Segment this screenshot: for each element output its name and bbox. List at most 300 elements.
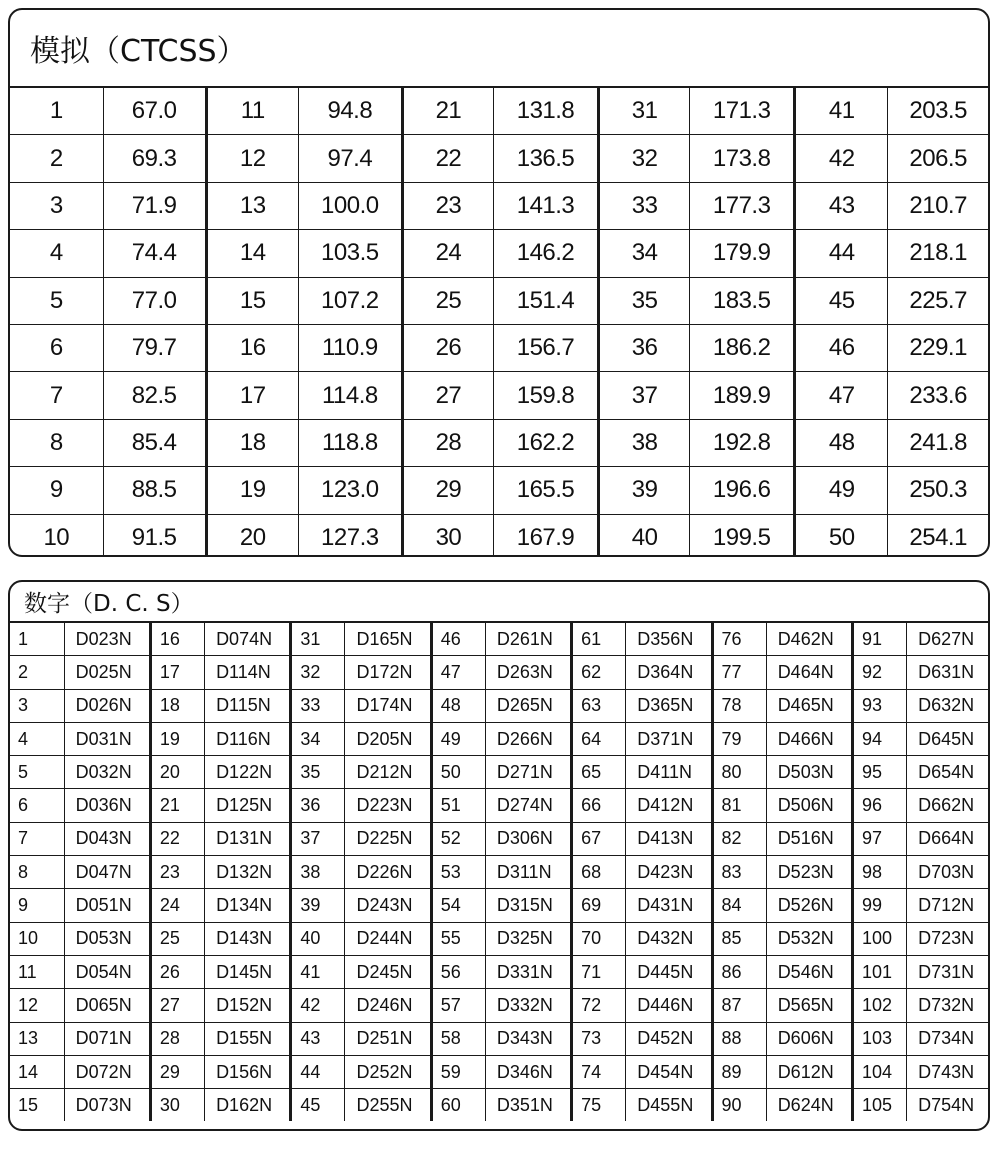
dcs-row bbox=[10, 889, 988, 922]
dcs-index-cell: 29 bbox=[150, 1055, 204, 1088]
dcs-index-cell: 13 bbox=[10, 1022, 64, 1055]
dcs-row bbox=[10, 623, 988, 656]
dcs-index-cell: 103 bbox=[852, 1022, 906, 1055]
dcs-value-cell: D261N bbox=[485, 623, 571, 656]
ctcss-index-cell: 12 bbox=[206, 135, 298, 182]
dcs-value-cell: D073N bbox=[64, 1089, 150, 1122]
dcs-panel bbox=[8, 580, 990, 1131]
dcs-index-cell: 6 bbox=[10, 789, 64, 822]
dcs-index-cell: 60 bbox=[431, 1089, 485, 1122]
dcs-row bbox=[10, 789, 988, 822]
dcs-index-cell: 76 bbox=[712, 623, 766, 656]
dcs-index-cell: 32 bbox=[291, 656, 345, 689]
dcs-value-cell: D255N bbox=[345, 1089, 431, 1122]
dcs-value-cell: D712N bbox=[907, 889, 988, 922]
dcs-index-cell: 71 bbox=[572, 955, 626, 988]
dcs-value-cell: D031N bbox=[64, 722, 150, 755]
dcs-index-cell: 82 bbox=[712, 822, 766, 855]
dcs-row bbox=[10, 1089, 988, 1122]
dcs-value-cell: D454N bbox=[626, 1055, 712, 1088]
ctcss-row bbox=[10, 467, 988, 514]
dcs-index-cell: 83 bbox=[712, 856, 766, 889]
dcs-index-cell: 91 bbox=[852, 623, 906, 656]
dcs-index-cell: 3 bbox=[10, 689, 64, 722]
ctcss-value-cell: 210.7 bbox=[888, 182, 988, 229]
dcs-value-cell: D212N bbox=[345, 756, 431, 789]
dcs-value-cell: D654N bbox=[907, 756, 988, 789]
ctcss-index-cell: 14 bbox=[206, 230, 298, 277]
dcs-value-cell: D516N bbox=[766, 822, 852, 855]
dcs-row bbox=[10, 856, 988, 889]
dcs-value-cell: D743N bbox=[907, 1055, 988, 1088]
dcs-value-cell: D431N bbox=[626, 889, 712, 922]
dcs-index-cell: 61 bbox=[572, 623, 626, 656]
dcs-value-cell: D632N bbox=[907, 689, 988, 722]
dcs-index-cell: 1 bbox=[10, 623, 64, 656]
dcs-value-cell: D351N bbox=[485, 1089, 571, 1122]
dcs-value-cell: D565N bbox=[766, 989, 852, 1022]
ctcss-row bbox=[10, 230, 988, 277]
ctcss-panel bbox=[8, 8, 990, 557]
dcs-index-cell: 80 bbox=[712, 756, 766, 789]
dcs-value-cell: D115N bbox=[205, 689, 291, 722]
dcs-index-cell: 50 bbox=[431, 756, 485, 789]
dcs-value-cell: D532N bbox=[766, 922, 852, 955]
ctcss-index-cell: 42 bbox=[795, 135, 888, 182]
dcs-value-cell: D132N bbox=[205, 856, 291, 889]
dcs-value-cell: D343N bbox=[485, 1022, 571, 1055]
dcs-index-cell: 102 bbox=[852, 989, 906, 1022]
ctcss-value-cell: 74.4 bbox=[103, 230, 206, 277]
dcs-row bbox=[10, 689, 988, 722]
dcs-value-cell: D051N bbox=[64, 889, 150, 922]
dcs-index-cell: 11 bbox=[10, 955, 64, 988]
ctcss-value-cell: 206.5 bbox=[888, 135, 988, 182]
dcs-index-cell: 73 bbox=[572, 1022, 626, 1055]
dcs-index-cell: 72 bbox=[572, 989, 626, 1022]
ctcss-index-cell: 1 bbox=[10, 88, 103, 135]
ctcss-index-cell: 27 bbox=[402, 372, 493, 419]
ctcss-value-cell: 85.4 bbox=[103, 419, 206, 466]
dcs-title: 数字（D. C. S） bbox=[10, 582, 988, 623]
dcs-index-cell: 39 bbox=[291, 889, 345, 922]
ctcss-value-cell: 173.8 bbox=[690, 135, 795, 182]
ctcss-value-cell: 156.7 bbox=[493, 324, 598, 371]
dcs-value-cell: D627N bbox=[907, 623, 988, 656]
ctcss-index-cell: 17 bbox=[206, 372, 298, 419]
dcs-index-cell: 9 bbox=[10, 889, 64, 922]
ctcss-value-cell: 100.0 bbox=[298, 182, 402, 229]
dcs-index-cell: 10 bbox=[10, 922, 64, 955]
dcs-value-cell: D125N bbox=[205, 789, 291, 822]
dcs-index-cell: 99 bbox=[852, 889, 906, 922]
dcs-index-cell: 69 bbox=[572, 889, 626, 922]
ctcss-value-cell: 196.6 bbox=[690, 467, 795, 514]
ctcss-value-cell: 131.8 bbox=[493, 88, 598, 135]
ctcss-index-cell: 34 bbox=[599, 230, 690, 277]
dcs-index-cell: 35 bbox=[291, 756, 345, 789]
dcs-value-cell: D026N bbox=[64, 689, 150, 722]
ctcss-value-cell: 162.2 bbox=[493, 419, 598, 466]
ctcss-title: 模拟（CTCSS） bbox=[10, 10, 988, 88]
ctcss-index-cell: 40 bbox=[599, 514, 690, 557]
dcs-index-cell: 8 bbox=[10, 856, 64, 889]
dcs-value-cell: D364N bbox=[626, 656, 712, 689]
dcs-index-cell: 81 bbox=[712, 789, 766, 822]
dcs-index-cell: 40 bbox=[291, 922, 345, 955]
dcs-value-cell: D225N bbox=[345, 822, 431, 855]
ctcss-row bbox=[10, 135, 988, 182]
ctcss-value-cell: 67.0 bbox=[103, 88, 206, 135]
ctcss-index-cell: 38 bbox=[599, 419, 690, 466]
dcs-index-cell: 18 bbox=[150, 689, 204, 722]
dcs-index-cell: 67 bbox=[572, 822, 626, 855]
ctcss-value-cell: 69.3 bbox=[103, 135, 206, 182]
dcs-index-cell: 19 bbox=[150, 722, 204, 755]
ctcss-index-cell: 21 bbox=[402, 88, 493, 135]
ctcss-index-cell: 19 bbox=[206, 467, 298, 514]
dcs-index-cell: 14 bbox=[10, 1055, 64, 1088]
dcs-value-cell: D526N bbox=[766, 889, 852, 922]
dcs-index-cell: 36 bbox=[291, 789, 345, 822]
dcs-value-cell: D365N bbox=[626, 689, 712, 722]
dcs-index-cell: 15 bbox=[10, 1089, 64, 1122]
dcs-value-cell: D251N bbox=[345, 1022, 431, 1055]
ctcss-index-cell: 9 bbox=[10, 467, 103, 514]
dcs-value-cell: D465N bbox=[766, 689, 852, 722]
dcs-value-cell: D731N bbox=[907, 955, 988, 988]
dcs-value-cell: D263N bbox=[485, 656, 571, 689]
ctcss-value-cell: 179.9 bbox=[690, 230, 795, 277]
ctcss-index-cell: 29 bbox=[402, 467, 493, 514]
ctcss-value-cell: 167.9 bbox=[493, 514, 598, 557]
ctcss-row bbox=[10, 88, 988, 135]
dcs-index-cell: 98 bbox=[852, 856, 906, 889]
ctcss-row bbox=[10, 372, 988, 419]
ctcss-index-cell: 48 bbox=[795, 419, 888, 466]
dcs-value-cell: D631N bbox=[907, 656, 988, 689]
dcs-value-cell: D266N bbox=[485, 722, 571, 755]
dcs-value-cell: D645N bbox=[907, 722, 988, 755]
ctcss-value-cell: 177.3 bbox=[690, 182, 795, 229]
dcs-index-cell: 48 bbox=[431, 689, 485, 722]
dcs-index-cell: 90 bbox=[712, 1089, 766, 1122]
dcs-row bbox=[10, 656, 988, 689]
dcs-value-cell: D346N bbox=[485, 1055, 571, 1088]
ctcss-value-cell: 114.8 bbox=[298, 372, 402, 419]
ctcss-row bbox=[10, 419, 988, 466]
dcs-value-cell: D411N bbox=[626, 756, 712, 789]
dcs-index-cell: 45 bbox=[291, 1089, 345, 1122]
ctcss-index-cell: 37 bbox=[599, 372, 690, 419]
ctcss-value-cell: 136.5 bbox=[493, 135, 598, 182]
ctcss-index-cell: 13 bbox=[206, 182, 298, 229]
ctcss-value-cell: 71.9 bbox=[103, 182, 206, 229]
dcs-index-cell: 46 bbox=[431, 623, 485, 656]
ctcss-value-cell: 118.8 bbox=[298, 419, 402, 466]
dcs-index-cell: 5 bbox=[10, 756, 64, 789]
dcs-value-cell: D412N bbox=[626, 789, 712, 822]
ctcss-value-cell: 103.5 bbox=[298, 230, 402, 277]
ctcss-index-cell: 47 bbox=[795, 372, 888, 419]
ctcss-value-cell: 218.1 bbox=[888, 230, 988, 277]
dcs-value-cell: D054N bbox=[64, 955, 150, 988]
dcs-value-cell: D172N bbox=[345, 656, 431, 689]
ctcss-value-cell: 97.4 bbox=[298, 135, 402, 182]
ctcss-index-cell: 35 bbox=[599, 277, 690, 324]
dcs-index-cell: 49 bbox=[431, 722, 485, 755]
ctcss-value-cell: 225.7 bbox=[888, 277, 988, 324]
dcs-value-cell: D506N bbox=[766, 789, 852, 822]
ctcss-index-cell: 25 bbox=[402, 277, 493, 324]
ctcss-index-cell: 8 bbox=[10, 419, 103, 466]
dcs-row bbox=[10, 955, 988, 988]
dcs-value-cell: D703N bbox=[907, 856, 988, 889]
dcs-value-cell: D116N bbox=[205, 722, 291, 755]
dcs-index-cell: 16 bbox=[150, 623, 204, 656]
ctcss-value-cell: 171.3 bbox=[690, 88, 795, 135]
dcs-value-cell: D274N bbox=[485, 789, 571, 822]
dcs-value-cell: D371N bbox=[626, 722, 712, 755]
dcs-value-cell: D131N bbox=[205, 822, 291, 855]
dcs-value-cell: D071N bbox=[64, 1022, 150, 1055]
dcs-value-cell: D356N bbox=[626, 623, 712, 656]
ctcss-index-cell: 4 bbox=[10, 230, 103, 277]
dcs-value-cell: D423N bbox=[626, 856, 712, 889]
dcs-value-cell: D271N bbox=[485, 756, 571, 789]
dcs-value-cell: D065N bbox=[64, 989, 150, 1022]
ctcss-value-cell: 91.5 bbox=[103, 514, 206, 557]
dcs-index-cell: 75 bbox=[572, 1089, 626, 1122]
ctcss-index-cell: 46 bbox=[795, 324, 888, 371]
dcs-value-cell: D265N bbox=[485, 689, 571, 722]
dcs-index-cell: 17 bbox=[150, 656, 204, 689]
ctcss-value-cell: 88.5 bbox=[103, 467, 206, 514]
dcs-index-cell: 87 bbox=[712, 989, 766, 1022]
dcs-index-cell: 2 bbox=[10, 656, 64, 689]
dcs-index-cell: 97 bbox=[852, 822, 906, 855]
dcs-value-cell: D032N bbox=[64, 756, 150, 789]
dcs-index-cell: 85 bbox=[712, 922, 766, 955]
dcs-index-cell: 55 bbox=[431, 922, 485, 955]
dcs-value-cell: D223N bbox=[345, 789, 431, 822]
dcs-index-cell: 24 bbox=[150, 889, 204, 922]
dcs-value-cell: D023N bbox=[64, 623, 150, 656]
ctcss-index-cell: 11 bbox=[206, 88, 298, 135]
ctcss-index-cell: 45 bbox=[795, 277, 888, 324]
ctcss-value-cell: 192.8 bbox=[690, 419, 795, 466]
ctcss-index-cell: 16 bbox=[206, 324, 298, 371]
dcs-value-cell: D503N bbox=[766, 756, 852, 789]
ctcss-index-cell: 49 bbox=[795, 467, 888, 514]
ctcss-value-cell: 94.8 bbox=[298, 88, 402, 135]
dcs-value-cell: D612N bbox=[766, 1055, 852, 1088]
ctcss-index-cell: 2 bbox=[10, 135, 103, 182]
dcs-value-cell: D664N bbox=[907, 822, 988, 855]
dcs-value-cell: D152N bbox=[205, 989, 291, 1022]
dcs-index-cell: 26 bbox=[150, 955, 204, 988]
dcs-index-cell: 20 bbox=[150, 756, 204, 789]
dcs-index-cell: 42 bbox=[291, 989, 345, 1022]
dcs-index-cell: 21 bbox=[150, 789, 204, 822]
dcs-index-cell: 65 bbox=[572, 756, 626, 789]
dcs-index-cell: 12 bbox=[10, 989, 64, 1022]
ctcss-value-cell: 151.4 bbox=[493, 277, 598, 324]
dcs-index-cell: 52 bbox=[431, 822, 485, 855]
dcs-index-cell: 100 bbox=[852, 922, 906, 955]
dcs-table bbox=[10, 623, 988, 1121]
dcs-value-cell: D311N bbox=[485, 856, 571, 889]
dcs-index-cell: 88 bbox=[712, 1022, 766, 1055]
dcs-value-cell: D205N bbox=[345, 722, 431, 755]
ctcss-index-cell: 18 bbox=[206, 419, 298, 466]
dcs-index-cell: 64 bbox=[572, 722, 626, 755]
dcs-value-cell: D244N bbox=[345, 922, 431, 955]
dcs-value-cell: D174N bbox=[345, 689, 431, 722]
dcs-value-cell: D332N bbox=[485, 989, 571, 1022]
dcs-value-cell: D145N bbox=[205, 955, 291, 988]
dcs-row bbox=[10, 822, 988, 855]
dcs-value-cell: D546N bbox=[766, 955, 852, 988]
dcs-index-cell: 105 bbox=[852, 1089, 906, 1122]
dcs-value-cell: D226N bbox=[345, 856, 431, 889]
dcs-value-cell: D413N bbox=[626, 822, 712, 855]
dcs-index-cell: 96 bbox=[852, 789, 906, 822]
dcs-value-cell: D462N bbox=[766, 623, 852, 656]
dcs-value-cell: D072N bbox=[64, 1055, 150, 1088]
ctcss-value-cell: 189.9 bbox=[690, 372, 795, 419]
dcs-value-cell: D325N bbox=[485, 922, 571, 955]
ctcss-index-cell: 30 bbox=[402, 514, 493, 557]
ctcss-index-cell: 15 bbox=[206, 277, 298, 324]
dcs-value-cell: D432N bbox=[626, 922, 712, 955]
ctcss-index-cell: 22 bbox=[402, 135, 493, 182]
dcs-value-cell: D043N bbox=[64, 822, 150, 855]
dcs-value-cell: D243N bbox=[345, 889, 431, 922]
dcs-index-cell: 58 bbox=[431, 1022, 485, 1055]
ctcss-value-cell: 82.5 bbox=[103, 372, 206, 419]
ctcss-value-cell: 159.8 bbox=[493, 372, 598, 419]
dcs-index-cell: 25 bbox=[150, 922, 204, 955]
dcs-value-cell: D315N bbox=[485, 889, 571, 922]
ctcss-index-cell: 6 bbox=[10, 324, 103, 371]
dcs-row bbox=[10, 989, 988, 1022]
dcs-index-cell: 4 bbox=[10, 722, 64, 755]
dcs-index-cell: 54 bbox=[431, 889, 485, 922]
dcs-index-cell: 23 bbox=[150, 856, 204, 889]
dcs-value-cell: D662N bbox=[907, 789, 988, 822]
dcs-index-cell: 33 bbox=[291, 689, 345, 722]
dcs-index-cell: 101 bbox=[852, 955, 906, 988]
dcs-index-cell: 38 bbox=[291, 856, 345, 889]
dcs-index-cell: 70 bbox=[572, 922, 626, 955]
dcs-index-cell: 37 bbox=[291, 822, 345, 855]
ctcss-index-cell: 24 bbox=[402, 230, 493, 277]
ctcss-value-cell: 123.0 bbox=[298, 467, 402, 514]
ctcss-value-cell: 127.3 bbox=[298, 514, 402, 557]
ctcss-index-cell: 32 bbox=[599, 135, 690, 182]
ctcss-value-cell: 165.5 bbox=[493, 467, 598, 514]
dcs-index-cell: 74 bbox=[572, 1055, 626, 1088]
ctcss-index-cell: 26 bbox=[402, 324, 493, 371]
dcs-value-cell: D331N bbox=[485, 955, 571, 988]
dcs-value-cell: D155N bbox=[205, 1022, 291, 1055]
dcs-index-cell: 28 bbox=[150, 1022, 204, 1055]
dcs-index-cell: 34 bbox=[291, 722, 345, 755]
dcs-value-cell: D025N bbox=[64, 656, 150, 689]
dcs-index-cell: 62 bbox=[572, 656, 626, 689]
ctcss-value-cell: 141.3 bbox=[493, 182, 598, 229]
ctcss-value-cell: 203.5 bbox=[888, 88, 988, 135]
ctcss-value-cell: 77.0 bbox=[103, 277, 206, 324]
dcs-value-cell: D452N bbox=[626, 1022, 712, 1055]
dcs-index-cell: 30 bbox=[150, 1089, 204, 1122]
dcs-value-cell: D455N bbox=[626, 1089, 712, 1122]
dcs-row bbox=[10, 722, 988, 755]
ctcss-index-cell: 5 bbox=[10, 277, 103, 324]
ctcss-value-cell: 186.2 bbox=[690, 324, 795, 371]
dcs-index-cell: 79 bbox=[712, 722, 766, 755]
dcs-value-cell: D754N bbox=[907, 1089, 988, 1122]
ctcss-index-cell: 28 bbox=[402, 419, 493, 466]
dcs-value-cell: D252N bbox=[345, 1055, 431, 1088]
dcs-index-cell: 77 bbox=[712, 656, 766, 689]
ctcss-index-cell: 3 bbox=[10, 182, 103, 229]
dcs-value-cell: D162N bbox=[205, 1089, 291, 1122]
ctcss-index-cell: 23 bbox=[402, 182, 493, 229]
dcs-value-cell: D464N bbox=[766, 656, 852, 689]
dcs-index-cell: 47 bbox=[431, 656, 485, 689]
dcs-index-cell: 86 bbox=[712, 955, 766, 988]
ctcss-index-cell: 7 bbox=[10, 372, 103, 419]
ctcss-row bbox=[10, 514, 988, 557]
dcs-row bbox=[10, 1022, 988, 1055]
dcs-value-cell: D036N bbox=[64, 789, 150, 822]
dcs-value-cell: D156N bbox=[205, 1055, 291, 1088]
dcs-index-cell: 89 bbox=[712, 1055, 766, 1088]
dcs-index-cell: 78 bbox=[712, 689, 766, 722]
dcs-index-cell: 7 bbox=[10, 822, 64, 855]
dcs-value-cell: D606N bbox=[766, 1022, 852, 1055]
dcs-row bbox=[10, 922, 988, 955]
dcs-index-cell: 95 bbox=[852, 756, 906, 789]
dcs-value-cell: D114N bbox=[205, 656, 291, 689]
ctcss-index-cell: 31 bbox=[599, 88, 690, 135]
dcs-index-cell: 92 bbox=[852, 656, 906, 689]
dcs-index-cell: 93 bbox=[852, 689, 906, 722]
dcs-index-cell: 59 bbox=[431, 1055, 485, 1088]
dcs-index-cell: 84 bbox=[712, 889, 766, 922]
dcs-index-cell: 41 bbox=[291, 955, 345, 988]
dcs-value-cell: D143N bbox=[205, 922, 291, 955]
ctcss-index-cell: 39 bbox=[599, 467, 690, 514]
dcs-index-cell: 56 bbox=[431, 955, 485, 988]
dcs-value-cell: D445N bbox=[626, 955, 712, 988]
ctcss-value-cell: 233.6 bbox=[888, 372, 988, 419]
ctcss-value-cell: 146.2 bbox=[493, 230, 598, 277]
dcs-value-cell: D732N bbox=[907, 989, 988, 1022]
dcs-value-cell: D246N bbox=[345, 989, 431, 1022]
ctcss-index-cell: 44 bbox=[795, 230, 888, 277]
dcs-value-cell: D165N bbox=[345, 623, 431, 656]
dcs-index-cell: 104 bbox=[852, 1055, 906, 1088]
ctcss-value-cell: 183.5 bbox=[690, 277, 795, 324]
dcs-index-cell: 53 bbox=[431, 856, 485, 889]
dcs-value-cell: D523N bbox=[766, 856, 852, 889]
dcs-index-cell: 51 bbox=[431, 789, 485, 822]
dcs-value-cell: D734N bbox=[907, 1022, 988, 1055]
dcs-index-cell: 43 bbox=[291, 1022, 345, 1055]
